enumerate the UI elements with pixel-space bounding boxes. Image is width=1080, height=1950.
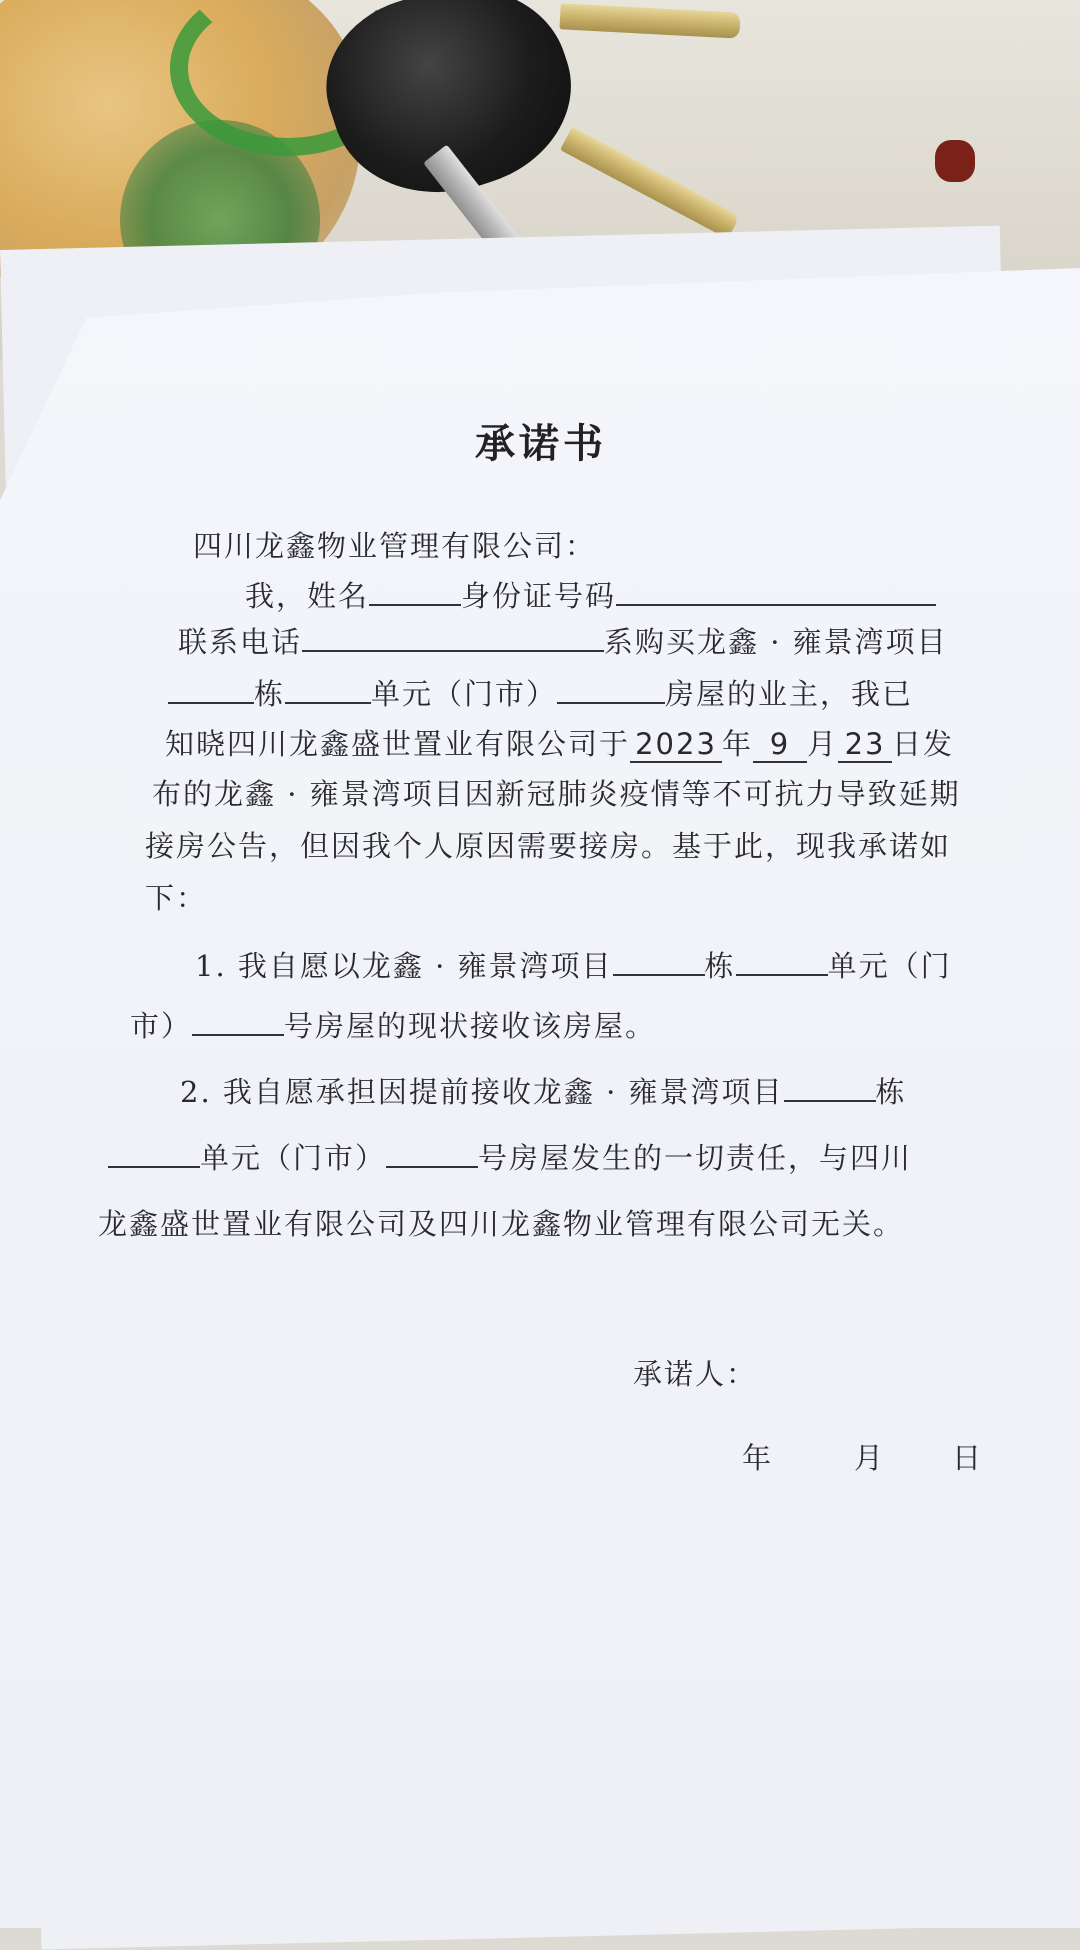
blank-unit xyxy=(285,672,371,704)
line-phone xyxy=(178,620,948,661)
blank-building xyxy=(613,944,705,976)
blank-name xyxy=(369,574,461,606)
date-month: 月 xyxy=(854,1441,886,1475)
blank-unit xyxy=(108,1136,200,1168)
label-company: 知晓四川龙鑫盛世置业有限公司于 xyxy=(165,727,631,761)
label-unit: 单元（门市） xyxy=(371,677,558,711)
blank-room xyxy=(557,672,665,704)
line-announcement-date xyxy=(165,722,954,763)
date-day: 日 xyxy=(952,1441,984,1475)
label-project: 系购买龙鑫 · 雍景湾项目 xyxy=(604,625,948,659)
line-announcement: 布的龙鑫 · 雍景湾项目因新冠肺炎疫情等不可抗力导致延期 xyxy=(152,777,961,811)
item-1-cont xyxy=(130,1004,656,1045)
label-month: 月 xyxy=(807,727,839,761)
item-2-tail: 号房屋发生的一切责任，与四川 xyxy=(478,1141,913,1175)
blank-room xyxy=(386,1136,478,1168)
document-title: 承诺书 xyxy=(475,421,607,467)
line-below: 下： xyxy=(145,881,208,915)
label-building: 栋 xyxy=(704,949,736,983)
line-reason: 接房公告，但因我个人原因需要接房。基于此，现我承诺如 xyxy=(145,829,952,863)
label-id-number: 身份证号码 xyxy=(461,579,617,613)
signer-label: 承诺人： xyxy=(633,1357,758,1391)
label-phone: 联系电话 xyxy=(178,625,303,659)
blank-room xyxy=(192,1004,284,1036)
item-1-tail: 号房屋的现状接收该房屋。 xyxy=(284,1009,657,1043)
blank-id-number xyxy=(616,574,936,606)
addressee: 四川龙鑫物业管理有限公司： xyxy=(193,529,597,563)
label-name: 我，姓名 xyxy=(245,579,370,613)
blank-unit xyxy=(736,944,828,976)
line-unit xyxy=(168,672,913,713)
item-1-text: 1. 我自愿以龙鑫 · 雍景湾项目 xyxy=(195,949,613,983)
year-value: 2023 xyxy=(630,727,722,763)
item-2-cont xyxy=(108,1136,912,1177)
label-unit: 单元（门市） xyxy=(200,1141,387,1175)
label-shop: 市） xyxy=(130,1009,193,1043)
label-day: 日发 xyxy=(892,727,955,761)
blank-phone xyxy=(302,620,604,652)
day-value: 23 xyxy=(838,727,892,763)
item-1 xyxy=(195,944,952,985)
date-year: 年 xyxy=(742,1441,774,1475)
label-unit: 单元（门 xyxy=(827,949,952,983)
blank-building xyxy=(168,672,254,704)
label-building: 栋 xyxy=(875,1075,907,1109)
item-2-text: 2. 我自愿承担因提前接收龙鑫 · 雍景湾项目 xyxy=(180,1075,784,1109)
label-owner: 房屋的业主，我已 xyxy=(665,677,914,711)
blank-building xyxy=(784,1070,876,1102)
month-value: 9 xyxy=(753,727,807,763)
item-2-end: 龙鑫盛世置业有限公司及四川龙鑫物业管理有限公司无关。 xyxy=(98,1207,905,1241)
label-year: 年 xyxy=(722,727,754,761)
line-name-id xyxy=(245,574,936,615)
item-2 xyxy=(180,1070,907,1111)
label-building: 栋 xyxy=(254,677,286,711)
